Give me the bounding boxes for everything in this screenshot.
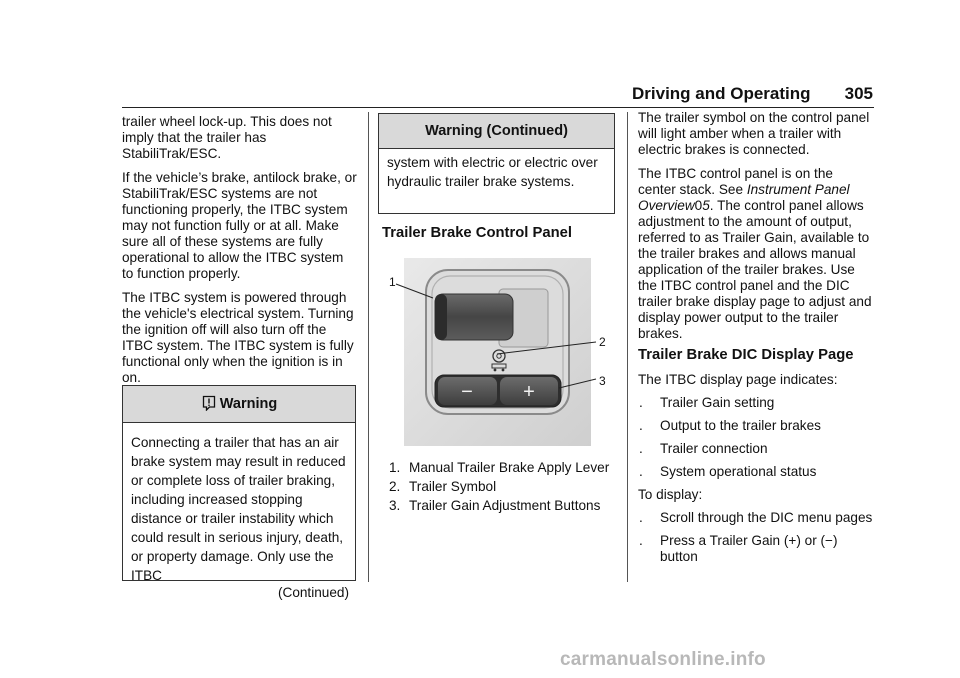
list-item: . Output to the trailer brakes <box>639 418 821 433</box>
warning-title: Warning <box>219 396 278 412</box>
list-item: 2. Trailer Symbol <box>389 479 497 494</box>
column-divider-2 <box>627 112 628 582</box>
list-item: . Trailer connection <box>639 441 768 456</box>
paragraph: The ITBC display page indicates: <box>638 372 838 387</box>
warning-header <box>123 386 355 423</box>
bullet-list <box>638 395 873 480</box>
paragraph: trailer wheel lock-up. This does not imply that the trailer has StabiliTrak/ESC. <box>122 114 332 161</box>
right-column <box>638 110 873 350</box>
section-title: Driving and Operating <box>632 84 811 103</box>
figure-legend <box>382 460 612 517</box>
plus-glyph: + <box>523 381 535 403</box>
paragraph: If the vehicle’s brake, antilock brake, or StabiliTrak/ESC systems are not functioning properly, the ITBC system may not function fully or at all. Make sure all of these systems are fully operational to allow the ITBC system to function properly. <box>122 170 357 281</box>
page-arrow: 0 <box>694 198 703 213</box>
section-heading: Trailer Brake DIC Display Page <box>638 347 854 363</box>
warning-continued: (Continued) <box>277 585 349 600</box>
left-column <box>122 114 357 394</box>
cross-reference-link[interactable]: Instrument Panel Overview <box>638 182 850 213</box>
warning-box <box>122 385 356 600</box>
list-item: . Press a Trailer Gain (+) or (−) button <box>639 533 838 564</box>
warning-icon <box>201 395 217 411</box>
paragraph: To display: <box>638 487 703 502</box>
column-divider-1 <box>368 112 369 582</box>
paragraph: The ITBC system is powered through the vehicle's electrical system. Turning the ignition off will also turn off the ITBC system. The ITBC system is fully functional only when the ignition is in on. <box>122 290 354 385</box>
page-reference[interactable]: 5 <box>702 198 710 213</box>
header-rule <box>122 107 874 108</box>
list-item: . Trailer Gain setting <box>639 395 775 410</box>
list-item: . Scroll through the DIC menu pages <box>639 510 873 525</box>
brake-lever-end <box>435 294 447 340</box>
control-panel-figure <box>385 258 615 450</box>
right-column-lower <box>638 372 873 572</box>
list-item: 1. Manual Trailer Brake Apply Lever <box>389 460 610 475</box>
callout-1: 1 <box>389 275 396 289</box>
page-header <box>632 84 873 106</box>
warning-continued-body: system with electric or electric over hydraulic trailer brake systems. <box>387 155 598 189</box>
watermark: carmanualsonline.info <box>560 649 766 670</box>
bullet-list <box>638 510 873 565</box>
warning-body: Connecting a trailer that has an air brake system may result in reduced or complete loss of trailer braking, including increased stopping distance or trailer instability which could result in serious injury, death, or property damage. Only use the ITBC <box>131 435 346 583</box>
callout-2: 2 <box>599 335 606 349</box>
page-number: 305 <box>844 84 873 103</box>
paragraph: The trailer symbol on the control panel will light amber when a trailer with electric brakes is connected. <box>638 110 870 157</box>
minus-glyph: − <box>461 381 473 403</box>
warning-continued-box <box>378 113 615 214</box>
list-item: . System operational status <box>639 464 817 479</box>
list-item: 3. Trailer Gain Adjustment Buttons <box>389 498 601 513</box>
section-heading: Trailer Brake Control Panel <box>382 225 572 241</box>
paragraph: The ITBC control panel is on the center stack. See Instrument Panel Overview05. The control panel allows adjustment to the amount of output, referred to as Trailer Gain, available to the trailer brakes and allows manual application of the trailer brakes. Use the ITBC control panel and the DIC trailer brake display page to adjust and display power output to the trailer brakes. <box>638 166 872 341</box>
callout-3: 3 <box>599 374 606 388</box>
warning-continued-header: Warning (Continued) <box>379 114 614 149</box>
